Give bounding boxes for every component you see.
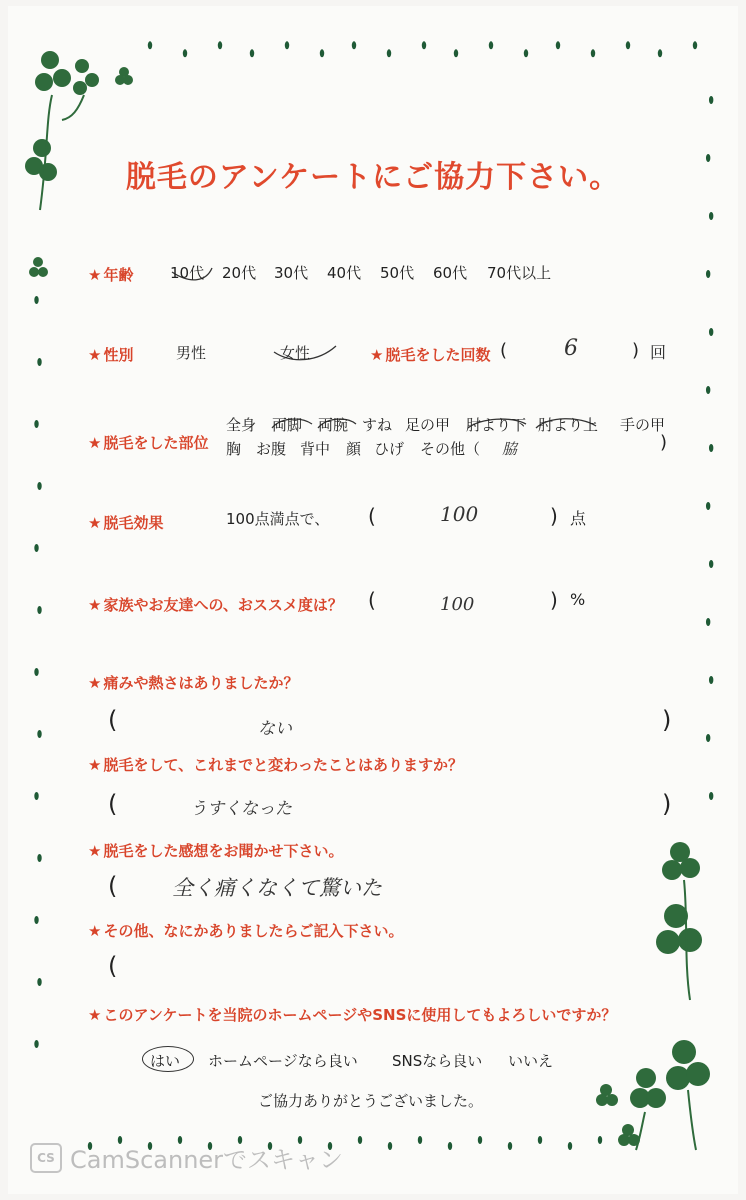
border-dot xyxy=(709,96,713,104)
part-instep: 足の甲 xyxy=(405,416,451,434)
part-below-elbow: 肘より下 xyxy=(466,416,527,434)
star-icon: ★ xyxy=(88,434,102,452)
border-dot xyxy=(183,49,187,57)
recommend-value: 100 xyxy=(440,594,475,615)
border-dot xyxy=(320,49,324,57)
border-dot xyxy=(358,1136,362,1144)
count-unit: 回 xyxy=(650,343,667,362)
border-dot xyxy=(37,978,41,986)
part-back-of-hand: 手の甲 xyxy=(620,416,666,434)
part-beard: ひげ xyxy=(374,440,405,458)
watermark-text: CamScannerでスキャン xyxy=(70,1146,344,1174)
effect-close-paren: ) xyxy=(550,504,558,528)
border-dot xyxy=(591,49,595,57)
part-above-elbow: 肘より上 xyxy=(538,416,599,434)
survey-title: 脱毛のアンケートにご協力下さい。 xyxy=(125,160,621,195)
gender-label: ★ 性別 xyxy=(88,346,134,364)
border-dot xyxy=(34,544,38,552)
border-dot xyxy=(250,49,254,57)
border-dot xyxy=(709,676,713,684)
parts-close-paren: ) xyxy=(660,432,668,453)
thanks-message: ご協力ありがとうございました。 xyxy=(258,1092,484,1110)
border-dot xyxy=(626,41,630,49)
star-icon: ★ xyxy=(88,756,102,774)
border-dot xyxy=(37,606,41,614)
recommend-open-paren: ( xyxy=(368,588,376,612)
border-dot xyxy=(658,49,662,57)
border-dot xyxy=(478,1136,482,1144)
border-dot xyxy=(538,1136,542,1144)
border-dot xyxy=(34,1040,38,1048)
part-back: 背中 xyxy=(300,440,331,458)
pain-answer: ない xyxy=(258,719,292,739)
recommend-label: ★ 家族やお友達への、おススメ度は？ xyxy=(88,596,343,614)
gender-option-male: 男性 xyxy=(176,344,207,362)
part-full-body: 全身 xyxy=(226,416,257,434)
border-dot xyxy=(709,792,713,800)
border-dot xyxy=(37,358,41,366)
age-option-20s: 20代 xyxy=(222,264,257,282)
border-dot xyxy=(448,1142,452,1150)
part-shins: すね xyxy=(362,416,393,434)
border-dot xyxy=(508,1142,512,1150)
pain-open-paren: ( xyxy=(108,706,118,734)
impression-answer: 全く痛くなくて驚いた xyxy=(172,876,382,900)
body-parts-label: ★ 脱毛をした部位 xyxy=(88,434,209,452)
count-close-paren: ) xyxy=(632,340,640,361)
other-open-paren: ( xyxy=(108,952,118,980)
border-dot xyxy=(418,1136,422,1144)
age-option-60s: 60代 xyxy=(433,264,468,282)
border-dot xyxy=(34,420,38,428)
change-answer: うすくなった xyxy=(190,799,292,819)
border-dot xyxy=(422,41,426,49)
effect-open-paren: ( xyxy=(368,504,376,528)
star-icon: ★ xyxy=(88,266,102,284)
border-dot xyxy=(706,270,710,278)
border-dot xyxy=(709,328,713,336)
age-label: ★ 年齢 xyxy=(88,266,134,284)
camscanner-watermark xyxy=(30,1140,343,1175)
border-dot xyxy=(34,916,38,924)
border-dot xyxy=(388,1142,392,1150)
border-dot xyxy=(37,854,41,862)
part-both-arms: 両腕 xyxy=(318,416,349,434)
border-dot xyxy=(37,730,41,738)
star-icon: ★ xyxy=(88,346,102,364)
recommend-close-paren: ) xyxy=(550,588,558,612)
age-option-50s: 50代 xyxy=(380,264,415,282)
border-dot xyxy=(709,560,713,568)
effect-prefix: 100点満点で、 xyxy=(226,510,330,528)
border-dot xyxy=(218,41,222,49)
star-icon: ★ xyxy=(88,842,102,860)
border-dot xyxy=(556,41,560,49)
border-dot xyxy=(37,482,41,490)
change-close-paren: ) xyxy=(662,790,672,818)
other-label: ★ その他、なにかありましたらご記入下さい。 xyxy=(88,922,404,940)
change-label: ★ 脱毛をして、これまでと変わったことはありますか？ xyxy=(88,756,464,774)
impression-label: ★ 脱毛をした感想をお聞かせ下さい。 xyxy=(88,842,344,860)
star-icon: ★ xyxy=(88,922,102,940)
part-face: 顔 xyxy=(346,440,362,458)
gender-option-female: 女性 xyxy=(280,344,311,362)
border-dot xyxy=(387,49,391,57)
border-dot xyxy=(352,41,356,49)
part-other: その他（ xyxy=(420,440,481,458)
impression-open-paren: ( xyxy=(108,872,118,900)
effect-score-value: 100 xyxy=(440,502,479,526)
change-open-paren: ( xyxy=(108,790,118,818)
border-dot xyxy=(568,1142,572,1150)
star-icon: ★ xyxy=(88,596,102,614)
permission-option-no: いいえ xyxy=(508,1052,554,1070)
star-icon: ★ xyxy=(88,514,102,532)
permission-option-yes: はい xyxy=(150,1052,181,1070)
star-icon: ★ xyxy=(88,1006,102,1024)
border-dot xyxy=(34,792,38,800)
border-dot xyxy=(454,49,458,57)
border-dot xyxy=(706,734,710,742)
border-dot xyxy=(706,502,710,510)
treatment-count-value: 6 xyxy=(564,336,578,361)
border-dot xyxy=(706,618,710,626)
border-dot xyxy=(34,296,38,304)
border-dot xyxy=(285,41,289,49)
part-other-value: 脇 xyxy=(502,440,518,458)
border-dot xyxy=(34,668,38,676)
effect-unit: 点 xyxy=(570,509,587,528)
camscanner-logo-icon: CS xyxy=(30,1143,62,1173)
count-open-paren: ( xyxy=(500,340,508,361)
part-both-legs: 両脚 xyxy=(272,416,303,434)
border-dot xyxy=(524,49,528,57)
part-chest: 胸 xyxy=(226,440,242,458)
border-dot xyxy=(598,1136,602,1144)
clover-bottom-right-icon xyxy=(596,842,710,1146)
star-icon: ★ xyxy=(370,346,384,364)
effect-label: ★ 脱毛効果 xyxy=(88,514,164,532)
age-option-40s: 40代 xyxy=(327,264,362,282)
treatment-count-label: ★ 脱毛をした回数 xyxy=(370,346,491,364)
pain-label: ★ 痛みや熱さはありましたか？ xyxy=(88,674,299,692)
part-abdomen: お腹 xyxy=(256,440,287,458)
star-icon: ★ xyxy=(88,674,102,692)
border-dot xyxy=(709,212,713,220)
border-dot xyxy=(489,41,493,49)
permission-option-homepage-only: ホームページなら良い xyxy=(208,1052,358,1070)
border-dot xyxy=(693,41,697,49)
border-dot xyxy=(148,41,152,49)
permission-option-sns-only: SNSなら良い xyxy=(392,1052,483,1070)
border-dot xyxy=(706,386,710,394)
age-option-70s-plus: 70代以上 xyxy=(487,264,552,282)
pain-close-paren: ) xyxy=(662,706,672,734)
age-option-30s: 30代 xyxy=(274,264,309,282)
border-dot xyxy=(709,444,713,452)
permission-label: ★ このアンケートを当院のホームページやSNSに使用してもよろしいですか？ xyxy=(88,1006,617,1024)
age-option-10s: 10代 xyxy=(170,264,205,282)
recommend-unit: % xyxy=(570,590,586,609)
